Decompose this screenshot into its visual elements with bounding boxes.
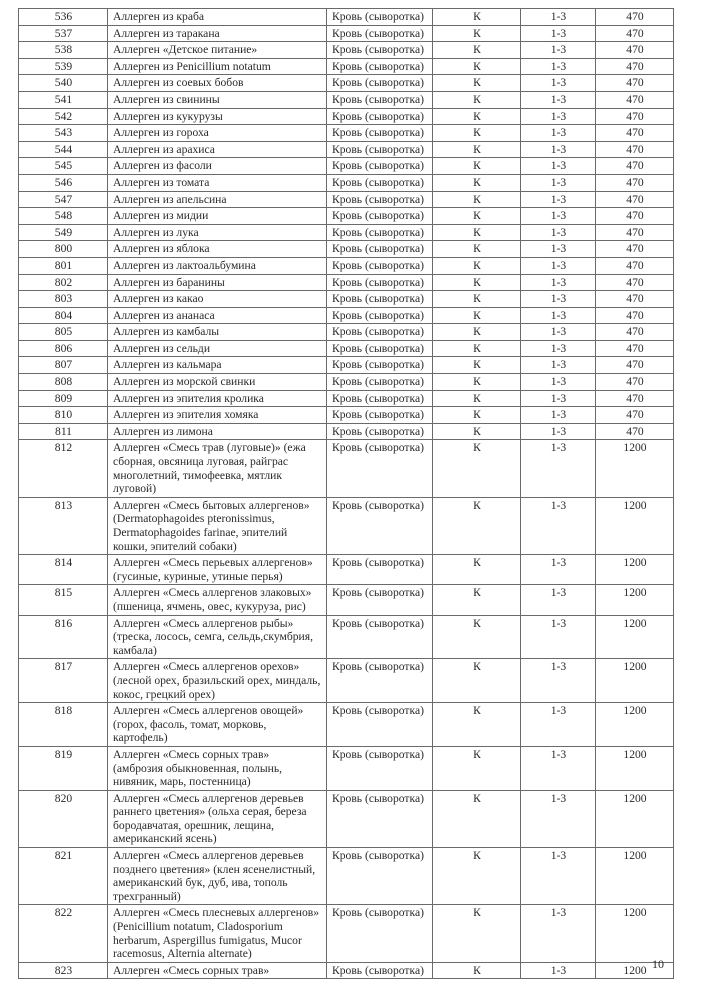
turnaround-days: 1-3 <box>521 497 596 554</box>
test-number: 813 <box>19 497 108 554</box>
test-name: Аллерген из кальмара <box>108 357 327 374</box>
turnaround-days: 1-3 <box>521 291 596 308</box>
biomaterial: Кровь (сыворотка) <box>327 423 433 440</box>
turnaround-days: 1-3 <box>521 390 596 407</box>
test-number: 815 <box>19 585 108 615</box>
turnaround-days: 1-3 <box>521 241 596 258</box>
test-name: Аллерген «Смесь аллергенов деревьев позднего цветения» (клен ясенелистный, американский бук, дуб, ива, тополь трехгранный) <box>108 848 327 905</box>
test-name: Аллерген из свинины <box>108 91 327 108</box>
price: 1200 <box>596 790 674 847</box>
biomaterial: Кровь (сыворотка) <box>327 274 433 291</box>
test-name: Аллерген из эпителия хомяка <box>108 407 327 424</box>
test-name: Аллерген из лактоальбумина <box>108 257 327 274</box>
test-number: 804 <box>19 307 108 324</box>
table-row <box>19 42 674 59</box>
code: К <box>433 848 521 905</box>
test-number: 540 <box>19 75 108 92</box>
price: 1200 <box>596 585 674 615</box>
price: 470 <box>596 58 674 75</box>
test-number: 549 <box>19 224 108 241</box>
test-number: 811 <box>19 423 108 440</box>
price: 470 <box>596 208 674 225</box>
table-row <box>19 423 674 440</box>
test-number: 536 <box>19 9 108 26</box>
test-number: 544 <box>19 141 108 158</box>
test-name: Аллерген из таракана <box>108 25 327 42</box>
table-row <box>19 25 674 42</box>
turnaround-days: 1-3 <box>521 25 596 42</box>
test-number: 805 <box>19 324 108 341</box>
test-name: Аллерген из какао <box>108 291 327 308</box>
table-row <box>19 615 674 659</box>
price: 470 <box>596 75 674 92</box>
code: К <box>433 91 521 108</box>
table-row <box>19 340 674 357</box>
code: К <box>433 75 521 92</box>
price: 470 <box>596 291 674 308</box>
price: 1200 <box>596 440 674 497</box>
table-row <box>19 585 674 615</box>
test-name: Аллерген «Смесь плесневых аллергенов» (Penicillium notatum, Cladosporium herbarum, Aspergillus fumigatus, Mucor racemosus, Alternia alternate) <box>108 905 327 962</box>
table-row <box>19 497 674 554</box>
turnaround-days: 1-3 <box>521 848 596 905</box>
price: 470 <box>596 108 674 125</box>
test-name: Аллерген «Смесь трав (луговые)» (ежа сборная, овсяница луговая, райграс многолетний, тимофеевка, мятлик луговой) <box>108 440 327 497</box>
table-row <box>19 659 674 703</box>
biomaterial: Кровь (сыворотка) <box>327 390 433 407</box>
price: 1200 <box>596 746 674 790</box>
table-row <box>19 790 674 847</box>
test-name: Аллерген из камбалы <box>108 324 327 341</box>
biomaterial: Кровь (сыворотка) <box>327 746 433 790</box>
table-row <box>19 141 674 158</box>
biomaterial: Кровь (сыворотка) <box>327 307 433 324</box>
biomaterial: Кровь (сыворотка) <box>327 208 433 225</box>
table-row <box>19 703 674 747</box>
price: 470 <box>596 25 674 42</box>
price: 470 <box>596 274 674 291</box>
test-number: 820 <box>19 790 108 847</box>
table-row <box>19 390 674 407</box>
price: 470 <box>596 125 674 142</box>
code: К <box>433 905 521 962</box>
code: К <box>433 440 521 497</box>
price: 470 <box>596 257 674 274</box>
code: К <box>433 585 521 615</box>
table-row <box>19 158 674 175</box>
biomaterial: Кровь (сыворотка) <box>327 58 433 75</box>
code: К <box>433 108 521 125</box>
table-row <box>19 108 674 125</box>
table-row <box>19 848 674 905</box>
biomaterial: Кровь (сыворотка) <box>327 191 433 208</box>
test-number: 821 <box>19 848 108 905</box>
price: 470 <box>596 390 674 407</box>
test-number: 823 <box>19 962 108 979</box>
test-number: 541 <box>19 91 108 108</box>
biomaterial: Кровь (сыворотка) <box>327 158 433 175</box>
table-row <box>19 357 674 374</box>
biomaterial: Кровь (сыворотка) <box>327 25 433 42</box>
test-name: Аллерген «Смесь аллергенов деревьев раннего цветения» (ольха серая, береза бородавчатая, орешник, лещина, американский ясень) <box>108 790 327 847</box>
biomaterial: Кровь (сыворотка) <box>327 848 433 905</box>
biomaterial: Кровь (сыворотка) <box>327 241 433 258</box>
code: К <box>433 615 521 659</box>
test-number: 801 <box>19 257 108 274</box>
test-name: Аллерген из лука <box>108 224 327 241</box>
biomaterial: Кровь (сыворотка) <box>327 75 433 92</box>
turnaround-days: 1-3 <box>521 440 596 497</box>
biomaterial: Кровь (сыворотка) <box>327 585 433 615</box>
test-number: 543 <box>19 125 108 142</box>
biomaterial: Кровь (сыворотка) <box>327 659 433 703</box>
price: 1200 <box>596 659 674 703</box>
price: 470 <box>596 158 674 175</box>
table-row <box>19 905 674 962</box>
turnaround-days: 1-3 <box>521 615 596 659</box>
turnaround-days: 1-3 <box>521 703 596 747</box>
test-name: Аллерген из томата <box>108 174 327 191</box>
test-name: Аллерген из баранины <box>108 274 327 291</box>
table-row <box>19 291 674 308</box>
biomaterial: Кровь (сыворотка) <box>327 91 433 108</box>
code: К <box>433 9 521 26</box>
test-name: Аллерген «Смесь сорных трав» <box>108 962 327 979</box>
test-number: 819 <box>19 746 108 790</box>
test-name: Аллерген «Детское питание» <box>108 42 327 59</box>
code: К <box>433 555 521 585</box>
price: 470 <box>596 423 674 440</box>
code: К <box>433 390 521 407</box>
biomaterial: Кровь (сыворотка) <box>327 224 433 241</box>
test-name: Аллерген из морской свинки <box>108 374 327 391</box>
table-row <box>19 746 674 790</box>
code: К <box>433 42 521 59</box>
biomaterial: Кровь (сыворотка) <box>327 340 433 357</box>
biomaterial: Кровь (сыворотка) <box>327 615 433 659</box>
turnaround-days: 1-3 <box>521 224 596 241</box>
test-number: 538 <box>19 42 108 59</box>
test-name: Аллерген «Смесь бытовых аллергенов» (Dermatophagoides pteronissimus, Dermatophagoides farinae, эпителий кошки, эпителий собаки) <box>108 497 327 554</box>
biomaterial: Кровь (сыворотка) <box>327 174 433 191</box>
code: К <box>433 141 521 158</box>
price: 1200 <box>596 848 674 905</box>
test-number: 802 <box>19 274 108 291</box>
test-name: Аллерген «Смесь сорных трав» (амброзия обыкновенная, полынь, нивяник, марь, постенница) <box>108 746 327 790</box>
biomaterial: Кровь (сыворотка) <box>327 905 433 962</box>
table-row <box>19 241 674 258</box>
code: К <box>433 407 521 424</box>
turnaround-days: 1-3 <box>521 659 596 703</box>
price: 470 <box>596 42 674 59</box>
test-number: 539 <box>19 58 108 75</box>
price: 470 <box>596 407 674 424</box>
turnaround-days: 1-3 <box>521 58 596 75</box>
price: 470 <box>596 141 674 158</box>
turnaround-days: 1-3 <box>521 790 596 847</box>
test-number: 816 <box>19 615 108 659</box>
code: К <box>433 291 521 308</box>
biomaterial: Кровь (сыворотка) <box>327 141 433 158</box>
code: К <box>433 497 521 554</box>
table-row <box>19 374 674 391</box>
biomaterial: Кровь (сыворотка) <box>327 703 433 747</box>
biomaterial: Кровь (сыворотка) <box>327 962 433 979</box>
test-name: Аллерген из сельди <box>108 340 327 357</box>
test-name: Аллерген из Penicillium notatum <box>108 58 327 75</box>
test-number: 817 <box>19 659 108 703</box>
turnaround-days: 1-3 <box>521 91 596 108</box>
table-row <box>19 307 674 324</box>
turnaround-days: 1-3 <box>521 555 596 585</box>
code: К <box>433 58 521 75</box>
test-number: 806 <box>19 340 108 357</box>
test-name: Аллерген из гороха <box>108 125 327 142</box>
biomaterial: Кровь (сыворотка) <box>327 440 433 497</box>
price-table-body <box>19 9 674 979</box>
page-number: 10 <box>652 957 664 971</box>
test-name: Аллерген из мидии <box>108 208 327 225</box>
test-number: 545 <box>19 158 108 175</box>
price: 470 <box>596 9 674 26</box>
table-row <box>19 208 674 225</box>
biomaterial: Кровь (сыворотка) <box>327 407 433 424</box>
test-number: 537 <box>19 25 108 42</box>
test-number: 818 <box>19 703 108 747</box>
code: К <box>433 241 521 258</box>
table-row <box>19 274 674 291</box>
test-number: 814 <box>19 555 108 585</box>
test-name: Аллерген из фасоли <box>108 158 327 175</box>
turnaround-days: 1-3 <box>521 42 596 59</box>
code: К <box>433 340 521 357</box>
price: 470 <box>596 241 674 258</box>
table-row <box>19 224 674 241</box>
biomaterial: Кровь (сыворотка) <box>327 357 433 374</box>
test-number: 547 <box>19 191 108 208</box>
price: 470 <box>596 374 674 391</box>
test-number: 807 <box>19 357 108 374</box>
table-row <box>19 257 674 274</box>
table-row <box>19 75 674 92</box>
table-row <box>19 174 674 191</box>
test-name: Аллерген «Смесь перьевых аллергенов» (гусиные, куриные, утиные перья) <box>108 555 327 585</box>
price: 470 <box>596 307 674 324</box>
table-row <box>19 58 674 75</box>
turnaround-days: 1-3 <box>521 357 596 374</box>
price: 470 <box>596 91 674 108</box>
turnaround-days: 1-3 <box>521 257 596 274</box>
table-row <box>19 555 674 585</box>
code: К <box>433 324 521 341</box>
table-row <box>19 407 674 424</box>
test-name: Аллерген из соевых бобов <box>108 75 327 92</box>
biomaterial: Кровь (сыворотка) <box>327 125 433 142</box>
turnaround-days: 1-3 <box>521 585 596 615</box>
test-number: 822 <box>19 905 108 962</box>
test-number: 800 <box>19 241 108 258</box>
code: К <box>433 257 521 274</box>
test-number: 810 <box>19 407 108 424</box>
test-name: Аллерген «Смесь аллергенов рыбы» (треска, лосось, семга, сельдь,скумбрия, камбала) <box>108 615 327 659</box>
price: 470 <box>596 191 674 208</box>
price: 1200 <box>596 962 674 979</box>
code: К <box>433 746 521 790</box>
test-name: Аллерген из яблока <box>108 241 327 258</box>
turnaround-days: 1-3 <box>521 374 596 391</box>
table-row <box>19 191 674 208</box>
test-name: Аллерген «Смесь аллергенов орехов» (лесной орех, бразильский орех, миндаль, кокос, грецкий орех) <box>108 659 327 703</box>
price: 1200 <box>596 615 674 659</box>
test-name: Аллерген «Смесь аллергенов овощей» (горох, фасоль, томат, морковь, картофель) <box>108 703 327 747</box>
table-row <box>19 91 674 108</box>
price-table <box>18 8 674 979</box>
turnaround-days: 1-3 <box>521 9 596 26</box>
code: К <box>433 191 521 208</box>
price: 1200 <box>596 555 674 585</box>
test-name: Аллерген из кукурузы <box>108 108 327 125</box>
price: 470 <box>596 357 674 374</box>
code: К <box>433 158 521 175</box>
code: К <box>433 224 521 241</box>
test-name: Аллерген из апельсина <box>108 191 327 208</box>
biomaterial: Кровь (сыворотка) <box>327 108 433 125</box>
price: 1200 <box>596 905 674 962</box>
test-number: 812 <box>19 440 108 497</box>
code: К <box>433 125 521 142</box>
price: 470 <box>596 224 674 241</box>
test-name: Аллерген из краба <box>108 9 327 26</box>
price: 470 <box>596 174 674 191</box>
code: К <box>433 374 521 391</box>
test-number: 808 <box>19 374 108 391</box>
turnaround-days: 1-3 <box>521 307 596 324</box>
turnaround-days: 1-3 <box>521 75 596 92</box>
turnaround-days: 1-3 <box>521 208 596 225</box>
turnaround-days: 1-3 <box>521 141 596 158</box>
test-number: 542 <box>19 108 108 125</box>
code: К <box>433 962 521 979</box>
biomaterial: Кровь (сыворотка) <box>327 374 433 391</box>
price: 1200 <box>596 703 674 747</box>
biomaterial: Кровь (сыворотка) <box>327 291 433 308</box>
code: К <box>433 423 521 440</box>
turnaround-days: 1-3 <box>521 905 596 962</box>
turnaround-days: 1-3 <box>521 125 596 142</box>
turnaround-days: 1-3 <box>521 108 596 125</box>
biomaterial: Кровь (сыворотка) <box>327 9 433 26</box>
turnaround-days: 1-3 <box>521 191 596 208</box>
test-number: 809 <box>19 390 108 407</box>
biomaterial: Кровь (сыворотка) <box>327 257 433 274</box>
biomaterial: Кровь (сыворотка) <box>327 790 433 847</box>
test-name: Аллерген из лимона <box>108 423 327 440</box>
turnaround-days: 1-3 <box>521 746 596 790</box>
price: 1200 <box>596 497 674 554</box>
code: К <box>433 659 521 703</box>
turnaround-days: 1-3 <box>521 340 596 357</box>
turnaround-days: 1-3 <box>521 158 596 175</box>
test-name: Аллерген «Смесь аллергенов злаковых» (пшеница, ячмень, овес, кукуруза, рис) <box>108 585 327 615</box>
table-row <box>19 962 674 979</box>
code: К <box>433 703 521 747</box>
turnaround-days: 1-3 <box>521 962 596 979</box>
price: 470 <box>596 340 674 357</box>
turnaround-days: 1-3 <box>521 423 596 440</box>
biomaterial: Кровь (сыворотка) <box>327 555 433 585</box>
code: К <box>433 25 521 42</box>
test-name: Аллерген из ананаса <box>108 307 327 324</box>
test-name: Аллерген из арахиса <box>108 141 327 158</box>
turnaround-days: 1-3 <box>521 324 596 341</box>
test-number: 546 <box>19 174 108 191</box>
table-row <box>19 125 674 142</box>
code: К <box>433 174 521 191</box>
price: 470 <box>596 324 674 341</box>
test-number: 803 <box>19 291 108 308</box>
code: К <box>433 307 521 324</box>
code: К <box>433 790 521 847</box>
table-row <box>19 440 674 497</box>
biomaterial: Кровь (сыворотка) <box>327 497 433 554</box>
turnaround-days: 1-3 <box>521 407 596 424</box>
biomaterial: Кровь (сыворотка) <box>327 324 433 341</box>
code: К <box>433 357 521 374</box>
test-number: 548 <box>19 208 108 225</box>
biomaterial: Кровь (сыворотка) <box>327 42 433 59</box>
table-row <box>19 324 674 341</box>
code: К <box>433 274 521 291</box>
test-name: Аллерген из эпителия кролика <box>108 390 327 407</box>
code: К <box>433 208 521 225</box>
turnaround-days: 1-3 <box>521 174 596 191</box>
turnaround-days: 1-3 <box>521 274 596 291</box>
table-row <box>19 9 674 26</box>
